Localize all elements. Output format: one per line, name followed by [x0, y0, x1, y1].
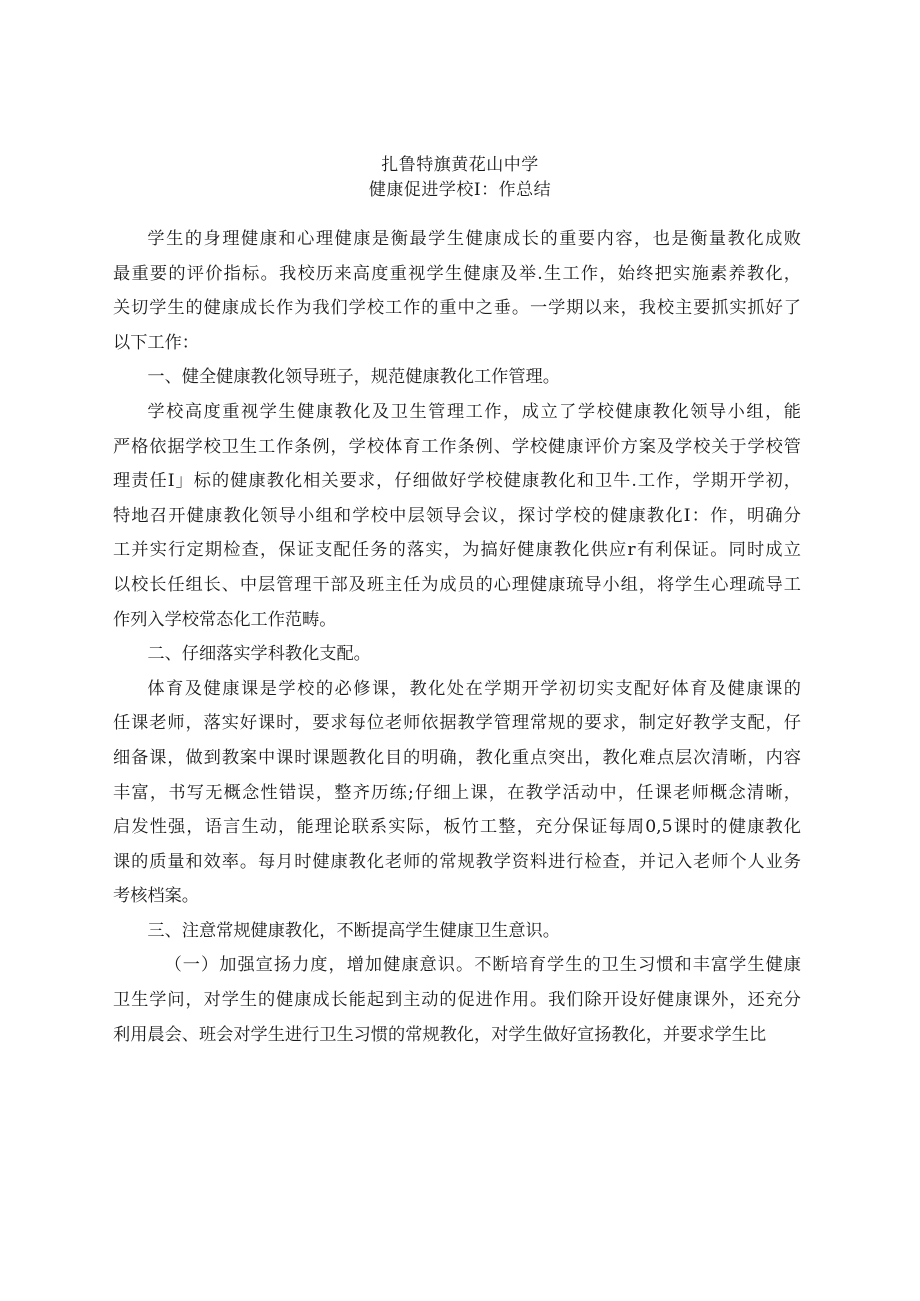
paragraph	[113, 672, 801, 914]
paragraph-line: 以校长任组长、中层管理干部及班主任为成员的心理健康琉导小组，将学生心理疏导工	[113, 574, 801, 595]
paragraph-line: 三、注意常规健康教化，不断提高学生健康卫生意识。	[147, 920, 560, 941]
paragraph-line: 课的质量和效率。每月时健康教化老师的常规教学资料进行检查，并记入老师个人业务	[113, 851, 801, 872]
paragraph-line: 学生的身理健康和心理健康是衡最学生健康成长的重要内容，也是衡量教化成败	[147, 229, 801, 249]
paragraph-line: 以下工作：	[113, 332, 199, 353]
paragraph-line: 二、仔细落实学科教化支配。	[147, 644, 371, 665]
paragraph-line: 作列入学校常态化工作范畴。	[113, 609, 337, 630]
paragraph-line: 丰富，书写无概念性错误，整齐历练;仔细上课，在教学活动中，任课老师概念清晰，	[113, 782, 801, 803]
paragraph	[113, 914, 801, 949]
paragraph-line: 关切学生的健康成长作为我们学校工作的重中之垂。一学期以来，我校主要抓实抓好了	[113, 298, 801, 319]
paragraph-line: 卫生学问，对学生的健康成长能起到主动的促进作用。我们除开设好健康课外，还充分	[113, 990, 801, 1011]
paragraph-line: 严格依据学校卫生工作条例，学校体育工作条例、学校健康评价方案及学校关于学校管	[113, 436, 801, 457]
document-body	[113, 222, 801, 1052]
paragraph-line: 工并实行定期检查，保证支配任务的落实，为搞好健康教化供应r有利保证。同时成立	[113, 540, 801, 561]
paragraph-line: 一、健全健康教化领导班子，规范健康教化工作管理。	[147, 367, 560, 388]
paragraph-line: 利用晨会、班会对学生进行卫生习惯的常规教化，对学生做好宣扬教化，并要求学生比	[113, 1024, 767, 1045]
paragraph-line: 学校高度重视学生健康教化及卫生管理工作，成立了学校健康教化领导小组，能	[147, 401, 801, 422]
document-title	[0, 153, 920, 203]
paragraph-line: 理责任I」标的健康教化相关要求，仔细做好学校健康教化和卫牛.工作，学期开学初，	[113, 471, 801, 492]
paragraph-line: 任课老师，落实好课时，要求每位老师依据教学管理常规的要求，制定好教学支配，仔	[113, 713, 801, 734]
paragraph	[113, 637, 801, 672]
paragraph-line: 细备课，做到教案中课时课题教化目的明确，教化重点突出，教化难点层次清晰，内容	[113, 747, 801, 768]
paragraph-line: 启发性强，语言生动，能理论联系实际，板竹工整，充分保证每周0,5课时的健康教化	[113, 817, 801, 838]
school-name-title: 扎鲁特旗黄花山中学	[381, 155, 539, 175]
report-title: 健康促进学校I：作总结	[368, 180, 552, 200]
paragraph	[113, 948, 801, 1052]
paragraph-line: （一）加强宣扬力度，增加健康意识。不断培育学生的卫生习惯和丰富学生健康	[164, 955, 801, 976]
paragraph	[113, 395, 801, 637]
paragraph-line: 特地召开健康教化领导小组和学校中层领导会议，探讨学校的健康教化I：作，明确分	[113, 505, 801, 526]
paragraph	[113, 222, 801, 360]
paragraph-line: 考核档案。	[113, 886, 199, 907]
paragraph-line: 最重要的评价指标。我校历来高度重视学生健康及举.生工作，始终把实施素养教化，	[113, 263, 801, 284]
paragraph-line: 体育及健康课是学校的必修课，教化处在学期开学初切实支配好体育及健康课的	[147, 678, 801, 699]
paragraph	[113, 360, 801, 395]
